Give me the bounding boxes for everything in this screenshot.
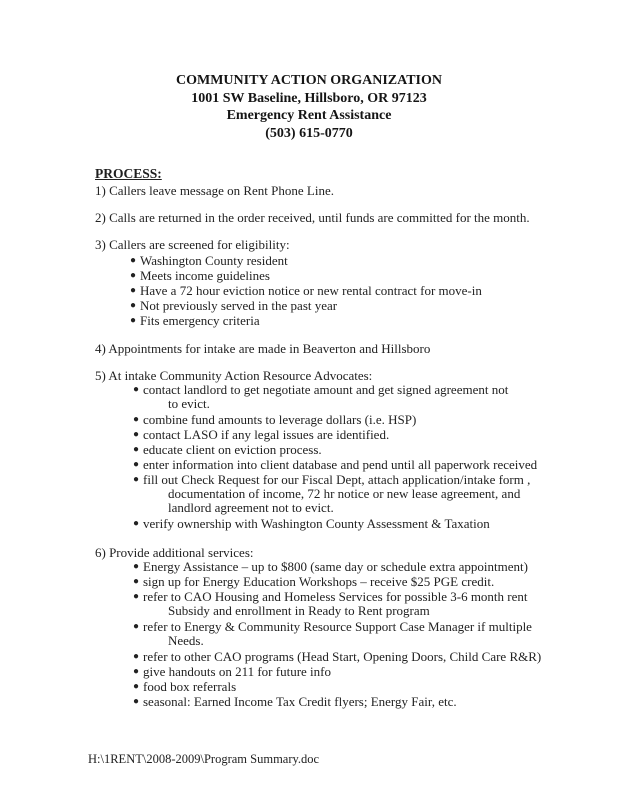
step-5-bullet: ● educate client on eviction process. [133,442,322,457]
step-3-title: 3) Callers are screened for eligibility: [95,237,290,252]
file-path-footer: H:\1RENT\2008-2009\Program Summary.doc [88,752,320,766]
bullet-icon: ● [133,474,140,485]
step-6-bullet: ● food box referrals [133,679,237,694]
bullet-icon: ● [130,270,137,281]
step-5-bullet: ● contact LASO if any legal issues are identified. [133,427,390,442]
org-address: 1001 SW Baseline, Hillsboro, OR 97123 [191,90,427,106]
bullet-icon: ● [130,255,137,266]
step-6-bullet: ● give handouts on 211 for future info [133,664,331,679]
bullet-icon: ● [133,666,140,677]
document-header [0,72,618,142]
step-5-bullet: ● fill out Check Request for our Fiscal Dept, attach application/intake form , [133,472,531,487]
step-5-bullet-continuation: landlord agreement not to evict. [168,500,334,515]
step-6-bullet-continuation: Subsidy and enrollment in Ready to Rent program [168,603,430,618]
bullet-icon: ● [133,591,140,602]
step-2: 2) Calls are returned in the order received, until funds are committed for the month. [95,210,530,225]
bullet-icon: ● [133,414,140,425]
step-5-bullet: ● enter information into client database and pend until all paperwork received [133,457,538,472]
bullet-icon: ● [130,285,137,296]
program-name: Emergency Rent Assistance [226,108,392,123]
step-3-bullet: ● Have a 72 hour eviction notice or new rental contract for move-in [130,283,482,298]
step-6-bullet: ● Energy Assistance – up to $800 (same day or schedule extra appointment) [133,559,528,574]
bullet-icon: ● [133,429,140,440]
bullet-icon: ● [133,444,140,455]
step-5-bullet: ● contact landlord to get negotiate amount and get signed agreement not [133,382,509,397]
bullet-icon: ● [133,621,140,632]
process-heading: PROCESS: [95,166,162,181]
bullet-icon: ● [133,561,140,572]
step-5-bullet: ● verify ownership with Washington County Assessment & Taxation [133,516,490,531]
step-6-bullet: ● sign up for Energy Education Workshops – receive $25 PGE credit. [133,574,495,589]
bullet-icon: ● [133,459,140,470]
bullet-icon: ● [133,518,140,529]
org-name: COMMUNITY ACTION ORGANIZATION [175,73,442,88]
bullet-icon: ● [133,681,140,692]
step-5-title: 5) At intake Community Action Resource Advocates: [95,368,373,383]
step-6-bullet: ● refer to CAO Housing and Homeless Services for possible 3-6 month rent [133,589,528,604]
step-6-title: 6) Provide additional services: [95,545,254,560]
step-5-bullet: ● combine fund amounts to leverage dollars (i.e. HSP) [133,412,417,427]
bullet-icon: ● [133,576,140,587]
step-3-bullet: ● Not previously served in the past year [130,298,338,313]
step-5-bullet-continuation: documentation of income, 72 hr notice or new lease agreement, and [168,486,521,501]
step-5-bullet-continuation: to evict. [168,396,210,411]
bullet-icon: ● [133,696,140,707]
step-3-bullet: ● Fits emergency criteria [130,313,260,328]
step-3-bullet: ● Meets income guidelines [130,268,270,283]
step-6-bullet-continuation: Needs. [168,633,204,648]
bullet-icon: ● [133,651,140,662]
bullet-icon: ● [130,300,137,311]
org-phone: (503) 615-0770 [265,125,353,141]
step-4: 4) Appointments for intake are made in Beaverton and Hillsboro [95,341,431,356]
bullet-icon: ● [130,315,137,326]
step-3-bullet: ● Washington County resident [130,253,288,268]
step-1: 1) Callers leave message on Rent Phone Line. [95,183,334,198]
step-6-bullet: ● refer to other CAO programs (Head Start, Opening Doors, Child Care R&R) [133,649,542,664]
bullet-icon: ● [133,384,140,395]
step-6-bullet: ● seasonal: Earned Income Tax Credit flyers; Energy Fair, etc. [133,694,457,709]
step-6-bullet: ● refer to Energy & Community Resource Support Case Manager if multiple [133,619,532,634]
